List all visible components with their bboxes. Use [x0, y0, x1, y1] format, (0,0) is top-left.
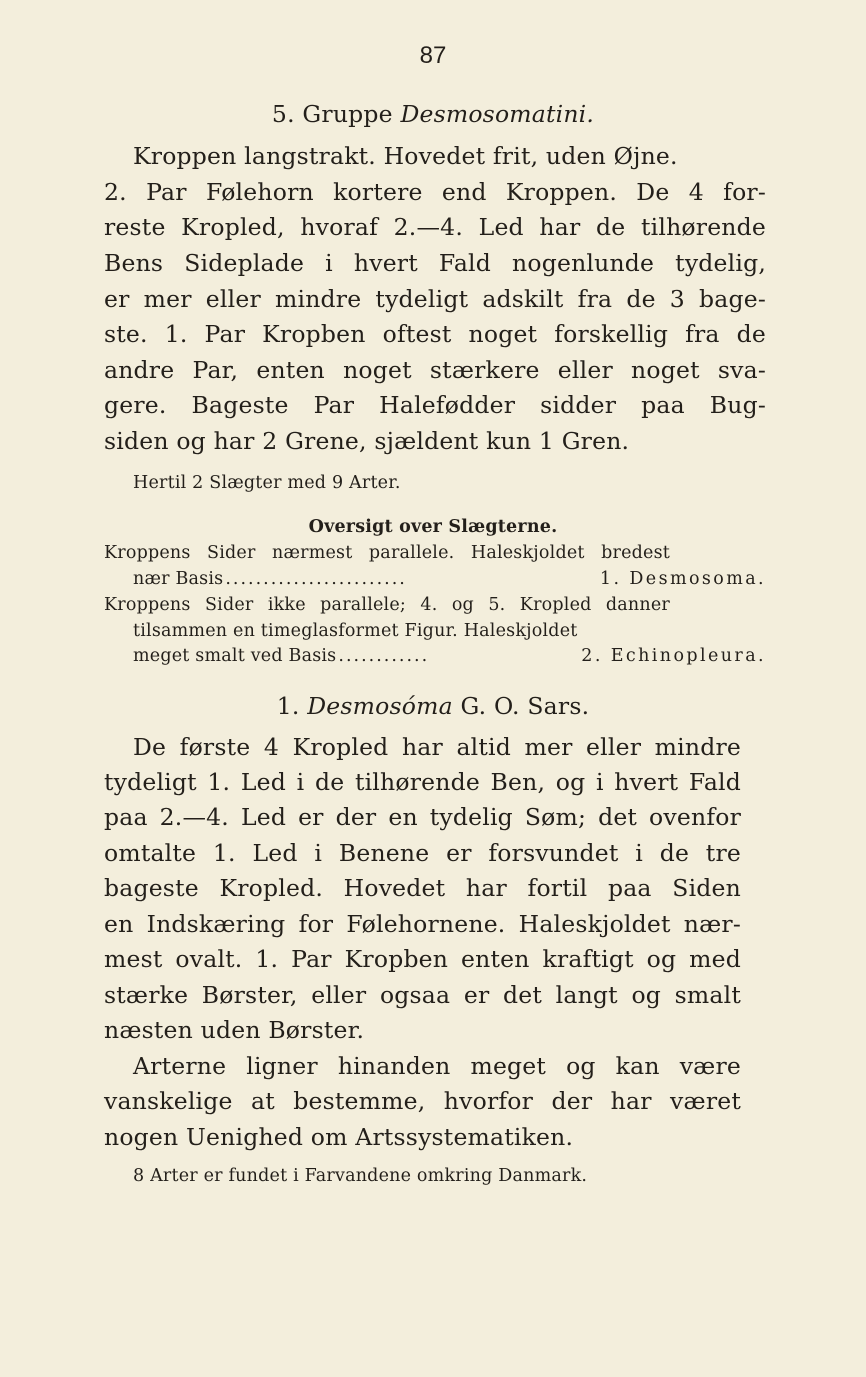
group-desc-line: 2. Par Følehorn kortere end Kroppen. De 4 for-	[104, 178, 766, 206]
key-result: 2. Echinopleura.	[581, 646, 766, 666]
group-desc-line: reste Kropled, hvoraf 2.—4. Led har de tilhørende	[104, 213, 766, 241]
species-line: Arterne ligner hinanden meget og kan være	[133, 1052, 741, 1080]
group-desc-line: siden og har 2 Grene, sjældent kun 1 Gren.	[104, 427, 630, 455]
genus-desc-line: bageste Kropled. Hovedet har fortil paa Siden	[104, 874, 741, 902]
group-desc-line: er mer eller mindre tydeligt adskilt fra de 3 bage-	[104, 285, 766, 313]
group-name: Desmosomatini.	[400, 100, 595, 128]
genus-desc-line: stærke Børster, eller ogsaa er det langt og smalt	[104, 981, 741, 1009]
genus-number: 1.	[276, 692, 300, 720]
group-desc-line: ste. 1. Par Kropben oftest noget forskellig fra de	[104, 320, 766, 348]
group-desc-line: gere. Bageste Par Halefødder sidder paa Bug-	[104, 391, 766, 419]
key-entry-text: nær Basis	[133, 569, 224, 589]
group-word: Gruppe	[302, 100, 393, 128]
genus-desc-line: De første 4 Kropled har altid mer eller mindre	[133, 733, 741, 761]
key-entry-result-line	[133, 646, 766, 666]
key-entry-result-line	[133, 569, 766, 589]
key-entry-line: Kroppens Sider ikke parallele; 4. og 5. Kropled danner	[104, 595, 670, 615]
genus-desc-line: paa 2.—4. Led er der en tydelig Søm; det ovenfor	[104, 803, 741, 831]
genus-desc-line: mest ovalt. 1. Par Kropben enten kraftigt og med	[104, 945, 741, 973]
species-line: vanskelige at bestemme, hvorfor der har været	[104, 1087, 741, 1115]
key-entry-line: tilsammen en timeglasformet Figur. Haleskjoldet	[133, 621, 578, 641]
group-number: 5.	[271, 100, 295, 128]
species-note: 8 Arter er fundet i Farvandene omkring Danmark.	[133, 1166, 588, 1186]
key-entry-text: meget smalt ved Basis	[133, 646, 337, 666]
group-desc-line: Kroppen langstrakt. Hovedet frit, uden Øjne.	[133, 142, 678, 170]
genus-author: G. O. Sars.	[460, 692, 590, 720]
leader-dots: ............	[338, 646, 430, 666]
leader-dots: ........................	[225, 569, 407, 589]
group-desc-line: andre Par, enten noget stærkere eller noget sva-	[104, 356, 766, 384]
group-heading	[0, 100, 866, 128]
count-note: Hertil 2 Slægter med 9 Arter.	[133, 473, 401, 493]
genus-desc-line: omtalte 1. Led i Benene er forsvundet i de tre	[104, 839, 741, 867]
genus-desc-line: tydeligt 1. Led i de tilhørende Ben, og i hvert Fald	[104, 768, 741, 796]
genus-desc-line: næsten uden Børster.	[104, 1016, 365, 1044]
key-heading: Oversigt over Slægterne.	[308, 517, 558, 537]
genus-desc-line: en Indskæring for Følehornene. Haleskjoldet nær-	[104, 910, 741, 938]
group-desc-line: Bens Sideplade i hvert Fald nogenlunde tydelig,	[104, 249, 766, 277]
species-line: nogen Uenighed om Artssystematiken.	[104, 1123, 574, 1151]
genus-heading	[0, 692, 866, 720]
key-result: 1. Desmosoma.	[599, 569, 766, 589]
genus-name: Desmosóma	[307, 692, 453, 720]
key-entry-line: Kroppens Sider nærmest parallele. Haleskjoldet bredest	[104, 543, 670, 563]
page-number: 87	[419, 42, 447, 69]
